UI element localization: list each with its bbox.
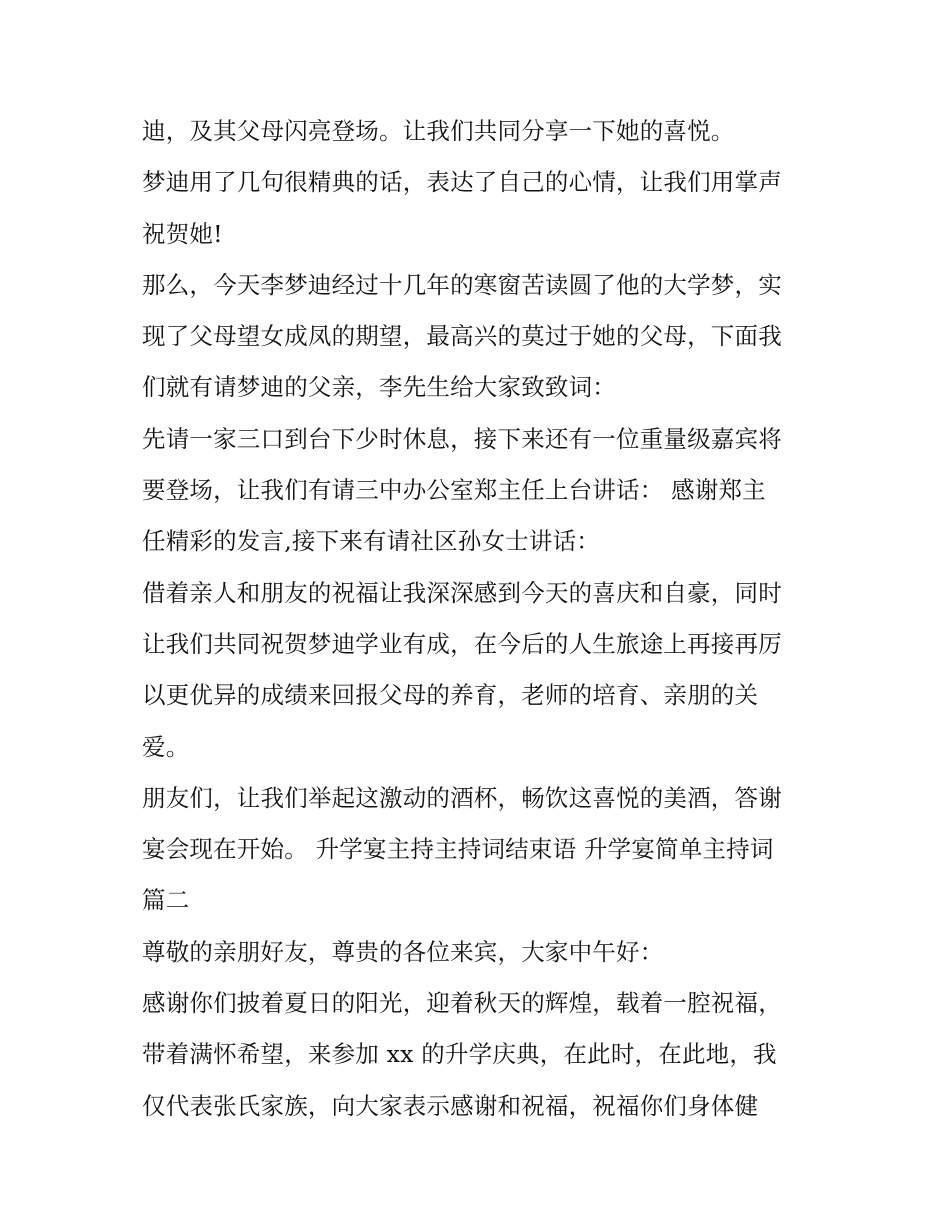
text-line: 现了父母望女成凤的期望，最高兴的莫过于她的父母，下面我 xyxy=(142,322,782,351)
text-line: 梦迪用了几句很精典的话，表达了自己的心情，让我们用掌声 xyxy=(142,168,782,197)
text-line: 仅代表张氏家族，向大家表示感谢和祝福，祝福你们身体健 xyxy=(142,1091,759,1120)
text-line: 篇二 xyxy=(142,886,190,915)
text-line: 让我们共同祝贺梦迪学业有成，在今后的人生旅途上再接再厉 xyxy=(142,629,782,658)
text-line: 借着亲人和朋友的祝福让我深深感到今天的喜庆和自豪，同时 xyxy=(142,578,782,607)
text-line: 感谢你们披着夏日的阳光，迎着秋天的辉煌，载着一腔祝福， xyxy=(142,989,782,1018)
text-line: 那么，今天李梦迪经过十几年的寒窗苦读圆了他的大学梦，实 xyxy=(142,270,782,299)
document-body xyxy=(142,106,822,1132)
text-line: 尊敬的亲朋好友，尊贵的各位来宾，大家中午好： xyxy=(142,937,664,966)
text-line: 要登场，让我们有请三中办公室郑主任上台讲话： 感谢郑主 xyxy=(142,476,766,505)
text-line: 以更优异的成绩来回报父母的养育，老师的培育、亲朋的关 xyxy=(142,681,759,710)
text-line: 宴会现在开始。 升学宴主持主持词结束语 升学宴简单主持词 xyxy=(142,835,774,864)
text-line: 迪，及其父母闪亮登场。让我们共同分享一下她的喜悦。 xyxy=(142,117,735,145)
text-line: 祝贺她! xyxy=(142,219,223,248)
text-line: 带着满怀希望，来参加 xx 的升学庆典，在此时，在此地，我 xyxy=(142,1040,777,1069)
text-line: 们就有请梦迪的父亲，李先生给大家致致词： xyxy=(142,373,616,402)
text-line: 爱。 xyxy=(142,732,190,761)
text-line: 任精彩的发言,接下来有请社区孙女士讲话： xyxy=(142,527,600,556)
text-line: 朋友们，让我们举起这激动的酒杯，畅饮这喜悦的美酒，答谢 xyxy=(142,783,782,812)
text-line: 先请一家三口到台下少时休息，接下来还有一位重量级嘉宾将 xyxy=(142,424,782,453)
